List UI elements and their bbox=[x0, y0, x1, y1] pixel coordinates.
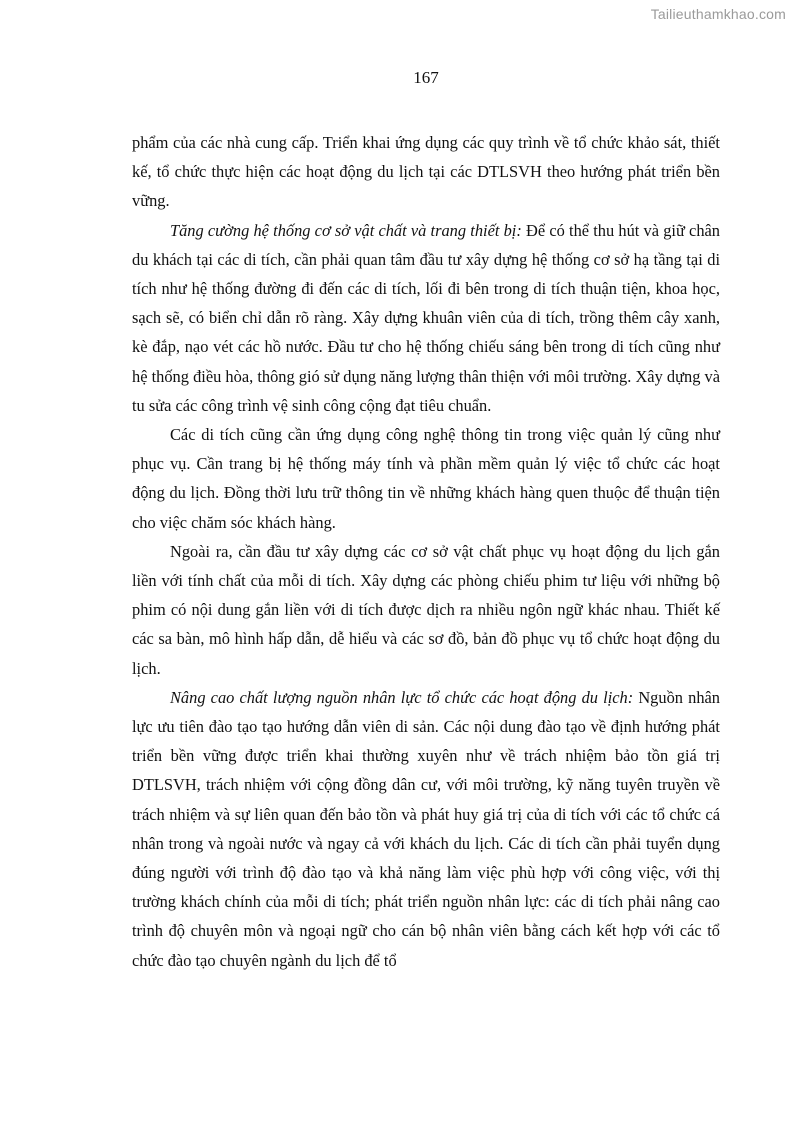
paragraph-2 bbox=[132, 216, 720, 420]
paragraph-1 bbox=[132, 128, 720, 216]
paragraph-1-text: phẩm của các nhà cung cấp. Triển khai ứng dụng các quy trình về tổ chức khảo sát, thiết kế, tổ chức thực hiện các hoạt động du lịch tại các DTLSVH theo hướng phát triển bền vững. bbox=[132, 133, 720, 211]
paragraph-4-text: Ngoài ra, cần đầu tư xây dựng các cơ sở vật chất phục vụ hoạt động du lịch gắn liền với tính chất của mỗi di tích. Xây dựng các phòng chiếu phim tư liệu với những bộ phim có nội dung gắn liền với di tích được dịch ra nhiều ngôn ngữ khác nhau. Thiết kế các sa bàn, mô hình hấp dẫn, dễ hiểu và các sơ đồ, bản đồ phục vụ tổ chức hoạt động du lịch. bbox=[132, 541, 720, 678]
watermark: Tailieuthamkhao.com bbox=[650, 6, 786, 22]
paragraph-3-text: Các di tích cũng cần ứng dụng công nghệ thông tin trong việc quản lý cũng như phục vụ. Cần trang bị hệ thống máy tính và phần mềm quản lý việc tổ chức các hoạt động du lịch. Đồng thời lưu trữ thông tin về những khách hàng quen thuộc để thuận tiện cho việc chăm sóc khách hàng. bbox=[132, 425, 720, 532]
document-body bbox=[132, 128, 720, 975]
paragraph-2-text: Để có thể thu hút và giữ chân du khách tại các di tích, cần phải quan tâm đầu tư xây dựng hệ thống cơ sở hạ tầng tại di tích như hệ thống đường đi đến các di tích, lối đi bên trong di tích thuận tiện, khoa học, sạch sẽ, có biển chỉ dẫn rõ ràng. Xây dựng khuân viên của di tích, trồng thêm cây xanh, kè đắp, nạo vét các hồ nước. Đầu tư cho hệ thống chiếu sáng bên trong di tích cũng như hệ thống điều hòa, thông gió sử dụng năng lượng thân thiện với môi trường. Xây dựng và tu sửa các công trình vệ sinh công cộng đạt tiêu chuẩn. bbox=[132, 220, 720, 415]
paragraph-2-lead: Tăng cường hệ thống cơ sở vật chất và trang thiết bị: bbox=[170, 220, 522, 240]
paragraph-5-text: Nguồn nhân lực ưu tiên đào tạo tạo hướng dẫn viên di sản. Các nội dung đào tạo về định hướng phát triển bền vững được triển khai thường xuyên như về trách nhiệm bảo tồn giá trị DTLSVH, trách nhiệm với cộng đồng dân cư, với môi trường, kỹ năng tuyên truyền về trách nhiệm và sự liên quan đến bảo tồn và phát huy giá trị của di tích với các tổ chức cá nhân trong và ngoài nước và ngay cả với khách du lịch. Các di tích cần phải tuyển dụng đúng người với trình độ đào tạo và khả năng làm việc phù hợp với công việc, với thị trường khách chính của mỗi di tích; phát triển nguồn nhân lực: các di tích phải nâng cao trình độ chuyên môn và ngoại ngữ cho cán bộ nhân viên bằng cách kết hợp với các tổ chức đào tạo chuyên ngành du lịch để tổ bbox=[132, 687, 720, 970]
paragraph-3 bbox=[132, 420, 720, 537]
paragraph-5 bbox=[132, 683, 720, 975]
paragraph-4 bbox=[132, 537, 720, 683]
paragraph-5-lead: Nâng cao chất lượng nguồn nhân lực tổ chức các hoạt động du lịch: bbox=[170, 687, 634, 707]
page-number: 167 bbox=[413, 68, 439, 87]
